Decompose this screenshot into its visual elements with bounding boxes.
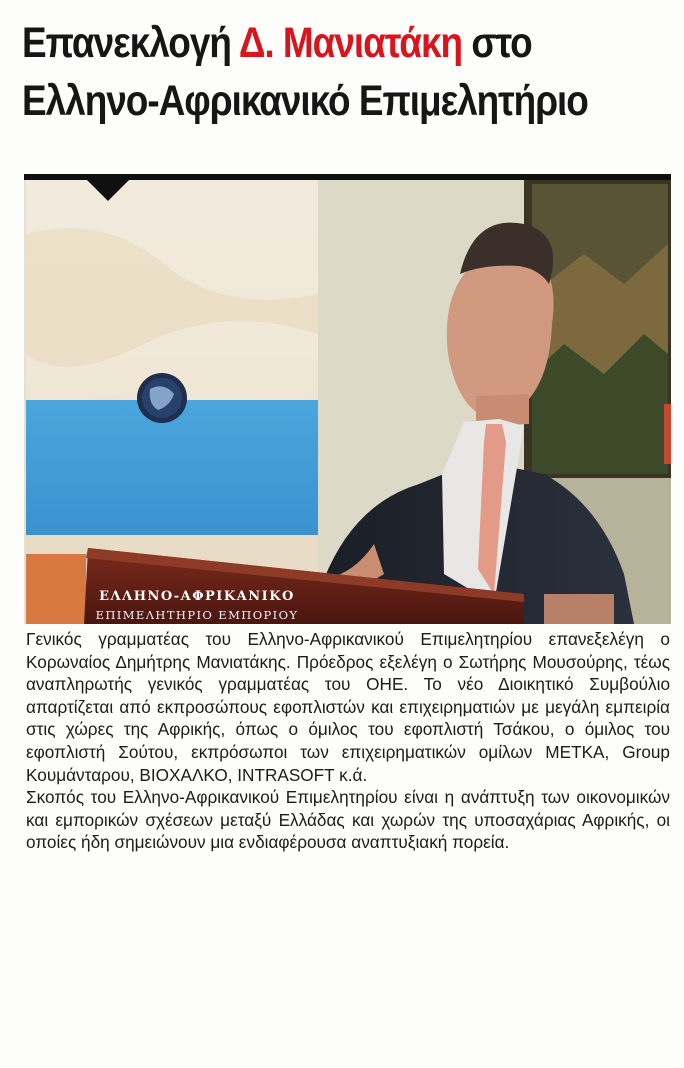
article-paragraph: Σκοπός του Ελληνο-Αφρικανικού Επιμελητηρίου είναι η ανάπτυξη των οικονομικών και εμπορικών σχέσεων μεταξύ Ελλάδας και χωρών της υποσαχάριας Αφρικής, οι οποίες ήδη σημειώνουν μια ενδιαφέρουσα αναπτυξιακή πορεία. — [26, 787, 670, 853]
headline-line-1 — [22, 14, 581, 72]
banner-sign — [62, 589, 332, 624]
photo-notch-marker — [86, 179, 130, 201]
headline-name-highlight: Δ. Μανιατάκη — [238, 19, 463, 67]
article-headline — [22, 14, 588, 130]
banner-sign-line-1: ΕΛΛΗΝΟ-ΑΦΡΙΚΑΝΙΚΟ — [99, 589, 295, 604]
article-body — [26, 628, 670, 854]
article-photo — [24, 174, 671, 624]
headline-text: Επανεκλογή — [22, 19, 239, 67]
headline-text: στο — [462, 19, 532, 67]
photo-illustration — [24, 174, 671, 624]
article-paragraph: Γενικός γραμματέας του Ελληνο-Αφρικανικού Επιμελητηρίου επανεξελέγη ο Κορωναίος Δημήτρης Μανιατάκης. Πρόεδρος εξελέγη ο Σωτήρης Μουσούρης, τέως αναπληρωτής γενικός γραμματέας του ΟΗΕ. Το νέο Διοικητικό Συμβούλιο απαρτίζεται από εκπροσώπους εφοπλιστών και επιχειρηματιών με μεγάλη εμπειρία στις χώρες της Αφρικής, όπως ο όμιλος του εφοπλιστή Τσάκου, ο όμιλος του εφοπλιστή Σούτου, εκπρόσωποι των επιχειρηματικών ομίλων ΜΕΤΚΑ, Group Κουμάνταρου, ΒΙΟΧΑΛΚΟ, INTRASOFT κ.ά. — [26, 629, 670, 785]
headline-line-2: Ελληνο-Αφρικανικό Επιμελητήριο — [22, 77, 588, 125]
banner-sign-line-2: ΕΠΙΜΕΛΗΤΗΡΙΟ ΕΜΠΟΡΙΟΥ — [95, 608, 299, 622]
